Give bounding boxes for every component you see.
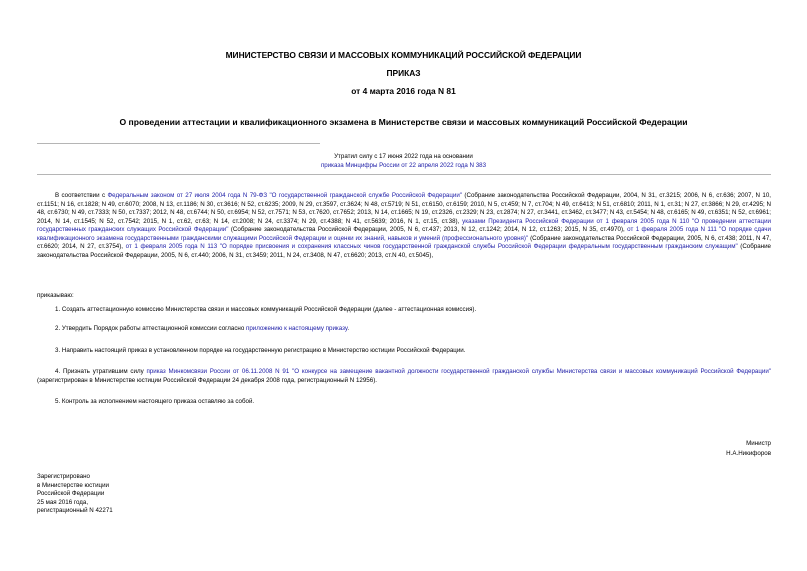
item-4-text-b: (зарегистрирован в Министерстве юстиции Российской Федерации 24 декабря 2008 года, регистрационный N 12956). [37, 376, 377, 384]
item-2 [55, 325, 771, 334]
registration-line-1: Зарегистрировано [37, 473, 90, 480]
decree-113-link[interactable]: от 1 февраля 2005 года N 113 "О порядке присвоения и сохранения классных чинов государственной гражданской службы Российской Федерации федеральным государственным гражданским служащим" [125, 243, 738, 250]
decree-111-link[interactable]: от 1 февраля 2005 года N 111 "О порядке сдачи квалификационного экзамена государственными гражданскими служащими Российской Федерации и оценки их знаний, навыков и умений (профессионального уровня)" [37, 226, 771, 242]
date-number-heading: от 4 марта 2016 года N 81 [351, 86, 456, 96]
document-title: О проведении аттестации и квалификационного экзамена в Министерстве связи и массовых коммуникаций Российской Федерации [119, 117, 688, 127]
doc-type-heading: ПРИКАЗ [386, 68, 421, 78]
preamble [37, 192, 771, 260]
revoked-order-link[interactable]: приказ Минкомсвязи России от 06.11.2008 N 91 "О конкурсе на замещение вакантной должности государственной гражданской службы Министерства связи и массовых коммуникаций Российской Федерации" [146, 368, 771, 375]
federal-law-link[interactable]: Федеральным законом от 27 июля 2004 года N 79-ФЗ "О государственной гражданской службе Российской Федерации" [107, 192, 463, 199]
item-4 [37, 368, 771, 385]
item-3: 3. Направить настоящий приказ в установленном порядке на государственную регистрацию в Министерство юстиции Российской Федерации. [55, 347, 466, 354]
status-divider [37, 174, 771, 175]
signature-position: Министр [746, 440, 771, 447]
registration-block [37, 473, 113, 516]
item-1: 1. Создать аттестационную комиссию Министерства связи и массовых коммуникаций Российской Федерации (далее - аттестационная комиссия). [55, 306, 477, 313]
item-2-text-a: 2. Утвердить Порядок работы аттестационной комиссии согласно [55, 325, 246, 332]
status-link[interactable]: приказа Минцифры России от 22 апреля 2022 года N 383 [320, 162, 487, 169]
item-4-text-a: 4. Признать утратившим силу [55, 368, 147, 375]
signature-name: Н.А.Никифоров [726, 450, 771, 457]
top-divider [37, 143, 320, 144]
item-5: 5. Контроль за исполнением настоящего приказа оставляю за собой. [55, 398, 255, 405]
preamble-text-2: (Собрание законодательства Российской Федерации, 2004, N 31, ст.3215; 2006, N 6, ст.636; 2007, N 10, ст.1151; N 16, ст.1828; N 49, ст.6070; 2008, N 13, ст.1186; N 30, ст.3616; N 52, ст.6235; 2009, N 29, ст.3597, ст.3624; N 48, ст.5719; N 51, ст.6150, ст.6159; 2010, N 5, ст.459; N 7, ст.704; N 49, ст.6413; N 51, ст.6810; 2011, N 1, ст.31; N 27, ст.3866; N 29, ст.4295; N 48, ст.6730; N 49, ст.7333; N 50, ст.7337; 2012, N 48, ст.6744; N 50, ст.6954; N 52, ст.7571; N 53, ст.7620, ст.7652; 2013, N 14, ст.1665; N 19, ст.2326, ст.2329; N 23, ст.2874; N 27, ст.3441, ст.3462, ст.3477; N 43, ст.5454; N 48, ст.6165; N 49, ст.6351; N 52, ст.6961; 2014, N 14, ст.1545; N 52, ст.7542; 2015, N 1, ст.62, ст.63; N 14, ст.2008; N 24, ст.3374; N 29, ст.4388; N 41, ст.5639; 2016, N 1, ст.15, ст.38), [37, 192, 772, 225]
order-word: приказываю: [37, 292, 74, 299]
preamble-text-3: (Собрание законодательства Российской Федерации, 2005, N 6, ст.437; 2013, N 12, ст.1242; 2014, N 12, ст.1263; 2015, N 35, ст.4970), [228, 226, 628, 233]
registration-line-5: регистрационный N 42271 [37, 507, 113, 514]
registration-line-4: 25 мая 2016 года, [37, 498, 89, 506]
decree-110-link[interactable]: указами Президента Российской Федерации от 1 февраля 2005 года N 110 "О проведении аттестации государственных гражданских служащих Российской Федерации" [37, 217, 771, 233]
preamble-text-4: (Собрание законодательства Российской Федерации, 2005, N 6, ст.438; 2011, N 47, ст.6620; 2014, N 27, ст.3754), [37, 234, 771, 250]
item-2-text-b: . [347, 325, 350, 332]
preamble-text-5: (Собрание законодательства Российской Федерации, 2005, N 6, ст.440; 2006, N 31, ст.3459; 2011, N 24, ст.3408, N 47, ст.6620; 2013, ст.N 40, ст.5045), [37, 243, 771, 259]
appendix-link[interactable]: приложению к настоящему приказу [246, 325, 348, 332]
preamble-text-1: В соответствии с [55, 192, 108, 199]
registration-line-2: в Министерстве юстиции [37, 481, 110, 489]
registration-line-3: Российской Федерации [37, 490, 105, 497]
status-line: Утратил силу с 17 июня 2022 года на основании [334, 153, 473, 160]
ministry-heading: МИНИСТЕРСТВО СВЯЗИ И МАССОВЫХ КОММУНИКАЦИЙ РОССИЙСКОЙ ФЕДЕРАЦИИ [225, 50, 582, 60]
